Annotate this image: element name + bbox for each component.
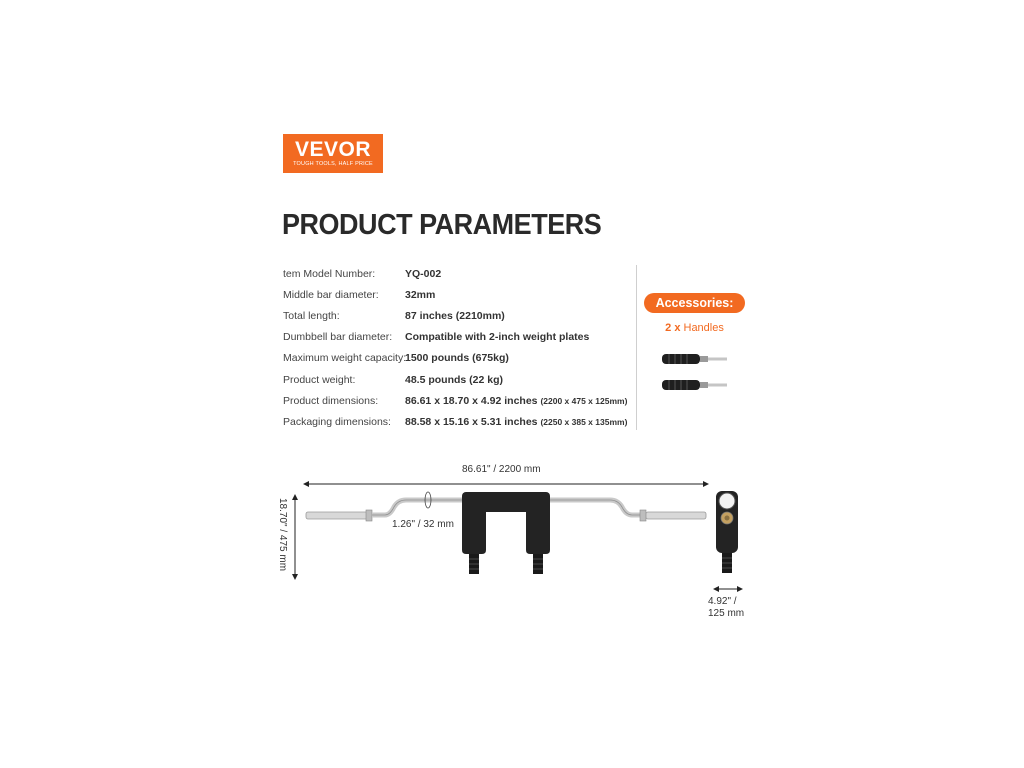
- spec-label: tem Model Number:: [283, 268, 376, 280]
- spec-value-metric: (2250 x 385 x 135mm): [540, 417, 628, 427]
- spec-row-middle-bar-diameter: [283, 285, 643, 305]
- spec-value: 32mm: [405, 289, 436, 301]
- length-dimension-label: 86.61" / 2200 mm: [462, 464, 541, 475]
- spec-row-model: [283, 264, 643, 284]
- spec-value: [405, 412, 627, 432]
- vertical-divider: [636, 265, 637, 430]
- spec-value: 1500 pounds (675kg): [405, 352, 509, 364]
- depth-dimension-label: [708, 596, 744, 620]
- handle-icon: [661, 377, 729, 393]
- spec-value-metric: (2200 x 475 x 125mm): [540, 396, 628, 406]
- spec-row-max-weight: [283, 348, 643, 368]
- spec-label: Maximum weight capacity:: [283, 352, 407, 364]
- spec-label: Dumbbell bar diameter:: [283, 331, 393, 343]
- vevor-logo: [283, 134, 383, 173]
- spec-value: 48.5 pounds (22 kg): [405, 374, 504, 386]
- spec-value-main: 88.58 x 15.16 x 5.31 inches: [405, 416, 538, 428]
- accessories-heading: Accessories:: [644, 293, 745, 313]
- spec-value: YQ-002: [405, 268, 442, 280]
- spec-label: Middle bar diameter:: [283, 289, 379, 301]
- barbell-dimension-diagram: [270, 455, 760, 625]
- page-title: PRODUCT PARAMETERS: [282, 209, 602, 241]
- depth-label-line1: 4.92" /: [708, 596, 737, 607]
- spec-label: Total length:: [283, 310, 340, 322]
- spec-row-dumbbell-bar-diameter: [283, 327, 643, 347]
- accessories-item: [644, 320, 745, 336]
- spec-row-product-weight: [283, 370, 643, 390]
- spec-row-product-dimensions: [283, 391, 643, 411]
- bar-diameter-label: 1.26" / 32 mm: [392, 519, 454, 530]
- height-dimension-label: 18.70" / 475 mm: [277, 498, 288, 572]
- accessories-quantity: 2 x: [665, 322, 681, 334]
- spec-row-packaging-dimensions: [283, 412, 643, 432]
- depth-label-line2: 125 mm: [708, 608, 745, 619]
- spec-value: [405, 391, 627, 411]
- brand-name: VEVOR: [294, 138, 372, 161]
- spec-value-main: 86.61 x 18.70 x 4.92 inches: [405, 395, 538, 407]
- spec-value: 87 inches (2210mm): [405, 310, 505, 322]
- spec-row-total-length: [283, 306, 643, 326]
- brand-tagline: TOUGH TOOLS, HALF PRICE: [293, 161, 373, 167]
- spec-value: Compatible with 2-inch weight plates: [405, 331, 590, 343]
- handle-icon: [661, 351, 729, 367]
- spec-label: Packaging dimensions:: [283, 416, 391, 428]
- accessories-item-name: Handles: [683, 322, 724, 334]
- spec-label: Product dimensions:: [283, 395, 379, 407]
- spec-label: Product weight:: [283, 374, 356, 386]
